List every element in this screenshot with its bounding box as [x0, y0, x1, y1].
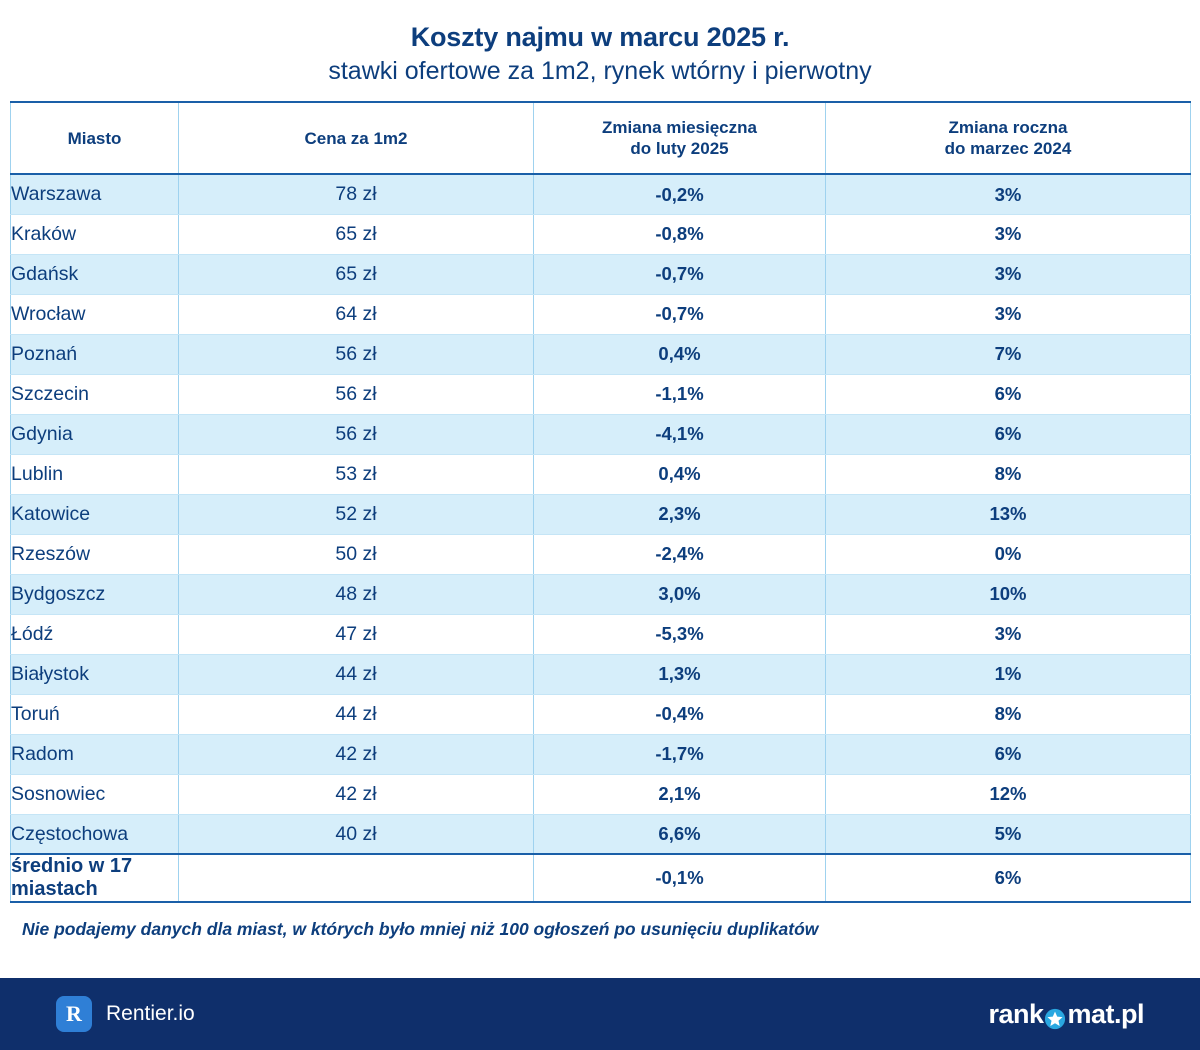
cell-price: 56 zł	[179, 334, 534, 374]
table-row	[11, 734, 1191, 774]
table-row	[11, 694, 1191, 734]
cell-price: 56 zł	[179, 374, 534, 414]
cell-city: Sosnowiec	[11, 774, 179, 814]
cell-price: 52 zł	[179, 494, 534, 534]
cell-summary-monthly-change: -0,1%	[534, 854, 826, 902]
cell-city: Wrocław	[11, 294, 179, 334]
cell-monthly-change: -5,3%	[534, 614, 826, 654]
cell-yearly-change: 3%	[826, 174, 1191, 214]
cell-city: Katowice	[11, 494, 179, 534]
column-header-monthly-change	[534, 102, 826, 174]
cell-yearly-change: 3%	[826, 214, 1191, 254]
table-row	[11, 614, 1191, 654]
table-row	[11, 414, 1191, 454]
rent-price-table	[10, 101, 1191, 903]
cell-monthly-change: 2,1%	[534, 774, 826, 814]
cell-price: 47 zł	[179, 614, 534, 654]
cell-yearly-change: 8%	[826, 454, 1191, 494]
cell-yearly-change: 3%	[826, 614, 1191, 654]
cell-monthly-change: -0,4%	[534, 694, 826, 734]
cell-yearly-change: 6%	[826, 734, 1191, 774]
cell-price: 42 zł	[179, 774, 534, 814]
cell-yearly-change: 7%	[826, 334, 1191, 374]
rankomat-brand	[988, 999, 1144, 1030]
table-row	[11, 574, 1191, 614]
cell-monthly-change: 6,6%	[534, 814, 826, 854]
cell-summary-yearly-change: 6%	[826, 854, 1191, 902]
rankomat-label-a: rank	[988, 998, 1044, 1029]
cell-price: 44 zł	[179, 654, 534, 694]
cell-monthly-change: 2,3%	[534, 494, 826, 534]
cell-monthly-change: -1,1%	[534, 374, 826, 414]
cell-yearly-change: 6%	[826, 374, 1191, 414]
table-row	[11, 534, 1191, 574]
cell-yearly-change: 3%	[826, 254, 1191, 294]
table-row	[11, 454, 1191, 494]
footnote: Nie podajemy danych dla miast, w których było mniej niż 100 ogłoszeń po usunięciu duplikatów	[22, 919, 819, 940]
cell-monthly-change: 3,0%	[534, 574, 826, 614]
table-row	[11, 494, 1191, 534]
rentier-logo-icon: R	[56, 996, 92, 1032]
rankomat-label-b: mat.pl	[1067, 998, 1144, 1029]
table-summary-row	[11, 854, 1191, 902]
cell-price: 50 zł	[179, 534, 534, 574]
table-body	[11, 174, 1191, 902]
cell-price: 48 zł	[179, 574, 534, 614]
table-row	[11, 654, 1191, 694]
table-row	[11, 254, 1191, 294]
column-header-monthly-line1: Zmiana miesięczna	[602, 118, 757, 138]
cell-monthly-change: 0,4%	[534, 454, 826, 494]
cell-city: Radom	[11, 734, 179, 774]
table-row	[11, 814, 1191, 854]
column-header-yearly-change	[826, 102, 1191, 174]
table-header-row	[11, 102, 1191, 174]
table-row	[11, 294, 1191, 334]
cell-city: Bydgoszcz	[11, 574, 179, 614]
cell-city: Łódź	[11, 614, 179, 654]
cell-price: 65 zł	[179, 214, 534, 254]
cell-city: Warszawa	[11, 174, 179, 214]
cell-city: Częstochowa	[11, 814, 179, 854]
cell-yearly-change: 10%	[826, 574, 1191, 614]
column-header-monthly-line2: do luty 2025	[630, 139, 729, 159]
cell-yearly-change: 13%	[826, 494, 1191, 534]
footer-bar	[0, 978, 1200, 1050]
table-row	[11, 334, 1191, 374]
table-area	[0, 101, 1200, 978]
column-header-price-line1: Cena za 1m2	[304, 128, 408, 148]
cell-yearly-change: 3%	[826, 294, 1191, 334]
cell-monthly-change: 0,4%	[534, 334, 826, 374]
cell-yearly-change: 1%	[826, 654, 1191, 694]
star-icon	[1044, 1006, 1066, 1028]
column-header-yearly-line2: do marzec 2024	[944, 139, 1072, 159]
table-row	[11, 374, 1191, 414]
cell-price: 56 zł	[179, 414, 534, 454]
cell-monthly-change: -0,2%	[534, 174, 826, 214]
cell-price: 42 zł	[179, 734, 534, 774]
cell-summary-label: średnio w 17 miastach	[11, 854, 179, 902]
cell-monthly-change: -2,4%	[534, 534, 826, 574]
cell-summary-price	[179, 854, 534, 902]
cell-yearly-change: 8%	[826, 694, 1191, 734]
cell-monthly-change: -4,1%	[534, 414, 826, 454]
cell-monthly-change: -1,7%	[534, 734, 826, 774]
cell-city: Białystok	[11, 654, 179, 694]
cell-city: Lublin	[11, 454, 179, 494]
cell-city: Szczecin	[11, 374, 179, 414]
cell-monthly-change: -0,8%	[534, 214, 826, 254]
cell-price: 53 zł	[179, 454, 534, 494]
rentier-label: Rentier.io	[106, 1002, 195, 1025]
cell-city: Poznań	[11, 334, 179, 374]
page-title: Koszty najmu w marcu 2025 r.	[410, 22, 790, 52]
cell-yearly-change: 5%	[826, 814, 1191, 854]
table-row	[11, 214, 1191, 254]
cell-city: Toruń	[11, 694, 179, 734]
cell-price: 40 zł	[179, 814, 534, 854]
table-row	[11, 174, 1191, 214]
column-header-city-line1: Miasto	[67, 128, 122, 148]
column-header-city	[11, 102, 179, 174]
cell-price: 65 zł	[179, 254, 534, 294]
rentier-brand	[56, 996, 195, 1032]
page-subtitle: stawki ofertowe za 1m2, rynek wtórny i pierwotny	[328, 57, 872, 86]
cell-price: 44 zł	[179, 694, 534, 734]
column-header-yearly-line1: Zmiana roczna	[948, 118, 1068, 138]
table-row	[11, 774, 1191, 814]
cell-city: Gdańsk	[11, 254, 179, 294]
cell-monthly-change: -0,7%	[534, 294, 826, 334]
cell-monthly-change: -0,7%	[534, 254, 826, 294]
cell-yearly-change: 6%	[826, 414, 1191, 454]
title-block	[0, 0, 1200, 101]
cell-city: Kraków	[11, 214, 179, 254]
cell-price: 64 zł	[179, 294, 534, 334]
cell-price: 78 zł	[179, 174, 534, 214]
cell-city: Rzeszów	[11, 534, 179, 574]
cell-yearly-change: 0%	[826, 534, 1191, 574]
cell-monthly-change: 1,3%	[534, 654, 826, 694]
cell-yearly-change: 12%	[826, 774, 1191, 814]
cell-city: Gdynia	[11, 414, 179, 454]
table-header	[11, 102, 1191, 174]
column-header-price	[179, 102, 534, 174]
